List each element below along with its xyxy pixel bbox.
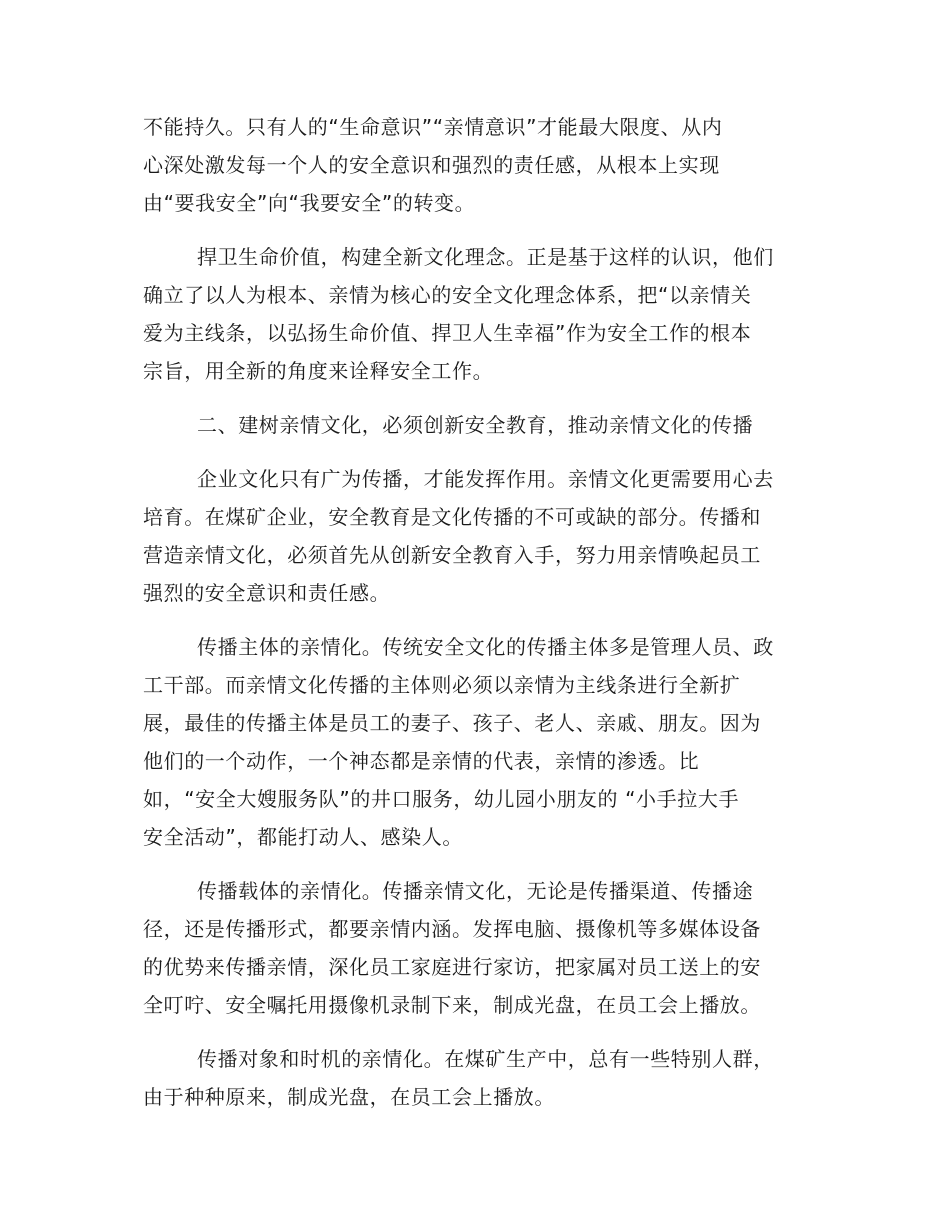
paragraph <box>143 872 805 1024</box>
paragraph <box>143 460 805 612</box>
text-line: 传播对象和时机的亲情化。在煤矿生产中，总有一些特别人群， <box>197 1047 774 1071</box>
text-line: 不能持久。只有人的“生命意识”“亲情意识”才能最大限度、从内 <box>143 115 723 139</box>
heading-line: 二、建树亲情文化，必须创新安全教育，推动亲情文化的传播 <box>197 413 754 437</box>
text-line: 宗旨，用全新的角度来诠释安全工作。 <box>143 359 494 383</box>
text-line: 由于种种原来，制成光盘，在员工会上播放。 <box>143 1085 555 1109</box>
text-line: 径，还是传播形式，都要亲情内涵。发挥电脑、摄像机等多媒体设备 <box>143 917 761 941</box>
paragraph <box>143 238 805 390</box>
text-line: 企业文化只有广为传播，才能发挥作用。亲情文化更需要用心去 <box>197 467 774 491</box>
paragraph <box>143 1040 805 1116</box>
text-line: 传播主体的亲情化。传统安全文化的传播主体多是管理人员、政 <box>197 635 774 659</box>
text-line: 由“要我安全”向“我要安全”的转变。 <box>143 191 476 215</box>
text-line: 确立了以人为根本、亲情为核心的安全文化理念体系，把“以亲情关 <box>143 283 752 307</box>
text-line: 捍卫生命价值，构建全新文化理念。正是基于这样的认识，他们 <box>197 245 774 269</box>
text-line: 如，“安全大嫂服务队”的井口服务，幼儿园小朋友的 “小手拉大手 <box>143 787 740 811</box>
paragraph <box>143 628 805 856</box>
text-line: 安全活动”，都能打动人、感染人。 <box>143 825 463 849</box>
document-body <box>143 108 805 1132</box>
text-line: 培育。在煤矿企业，安全教育是文化传播的不可或缺的部分。传播和 <box>143 505 761 529</box>
section-heading <box>143 406 805 444</box>
text-line: 心深处激发每一个人的安全意识和强烈的责任感，从根本上实现 <box>143 153 720 177</box>
text-line: 营造亲情文化，必须首先从创新安全教育入手，努力用亲情唤起员工 <box>143 543 761 567</box>
text-line: 爱为主线条，以弘扬生命价值、捍卫人生幸福”作为安全工作的根本 <box>143 321 752 345</box>
paragraph <box>143 108 805 222</box>
text-line: 展，最佳的传播主体是员工的妻子、孩子、老人、亲戚、朋友。因为 <box>143 711 761 735</box>
text-line: 的优势来传播亲情，深化员工家庭进行家访，把家属对员工送上的安 <box>143 955 761 979</box>
text-line: 工干部。而亲情文化传播的主体则必须以亲情为主线条进行全新扩 <box>143 673 741 697</box>
text-line: 他们的一个动作，一个神态都是亲情的代表，亲情的渗透。比 <box>143 749 700 773</box>
text-line: 强烈的安全意识和责任感。 <box>143 581 391 605</box>
text-line: 传播载体的亲情化。传播亲情文化，无论是传播渠道、传播途 <box>197 879 754 903</box>
text-line: 全叮咛、安全嘱托用摄像机录制下来，制成光盘，在员工会上播放。 <box>143 993 761 1017</box>
